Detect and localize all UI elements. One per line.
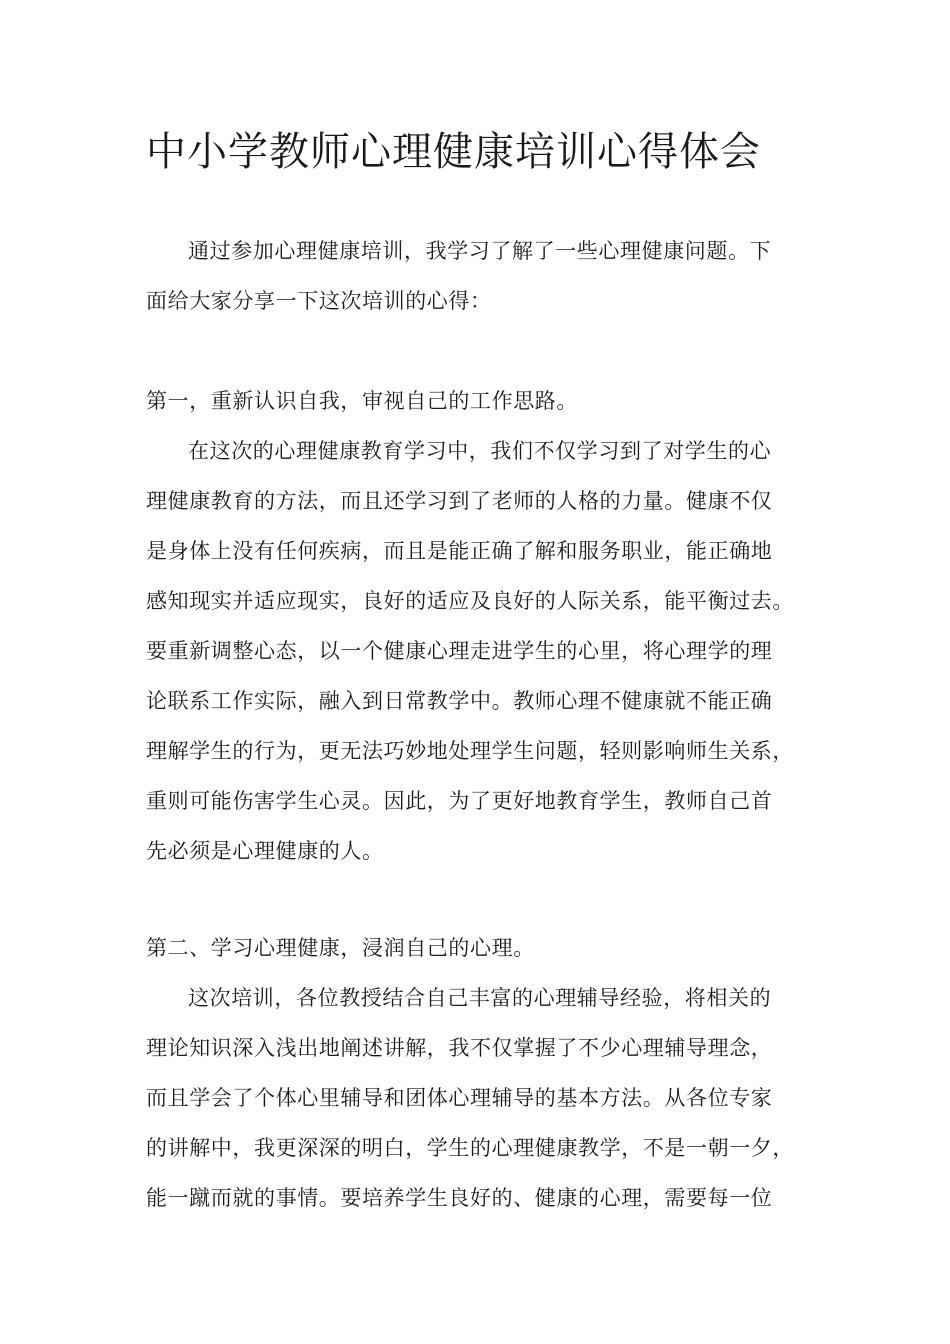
section-heading: 第二、学习心理健康，浸润自己的心理。: [146, 936, 535, 960]
intro-line: 面给大家分享一下这次培训的心得：: [146, 289, 492, 313]
paragraph-line: 能一蹴而就的事情。要培养学生良好的、健康的心理，需要每一位: [146, 1186, 773, 1210]
document-title: 中小学教师心理健康培训心得体会: [146, 129, 761, 175]
paragraph-line: 的讲解中，我更深深的明白，学生的心理健康教学，不是一朝一夕，: [146, 1136, 794, 1160]
paragraph-line: 论联系工作实际，融入到日常教学中。教师心理不健康就不能正确: [146, 689, 773, 713]
paragraph-line: 重则可能伤害学生心灵。因此，为了更好地教育学生，教师自己首: [146, 789, 773, 813]
paragraph-line: 在这次的心理健康教育学习中，我们不仅学习到了对学生的心: [188, 439, 772, 463]
paragraph-line: 理健康教育的方法，而且还学习到了老师的人格的力量。健康不仅: [146, 489, 773, 513]
paragraph-line: 感知现实并适应现实，良好的适应及良好的人际关系，能平衡过去。: [146, 589, 794, 613]
section-heading: 第一，重新认识自我，审视自己的工作思路。: [146, 389, 578, 413]
paragraph-line: 先必须是心理健康的人。: [146, 839, 384, 863]
paragraph-line: 理解学生的行为，更无法巧妙地处理学生问题，轻则影响师生关系，: [146, 739, 794, 763]
paragraph-line: 而且学会了个体心里辅导和团体心理辅导的基本方法。从各位专家: [146, 1086, 773, 1110]
paragraph-line: 这次培训，各位教授结合自己丰富的心理辅导经验，将相关的: [188, 986, 772, 1010]
paragraph-line: 要重新调整心态，以一个健康心理走进学生的心里，将心理学的理: [146, 639, 773, 663]
intro-line: 通过参加心理健康培训，我学习了解了一些心理健康问题。下: [188, 239, 772, 263]
paragraph-line: 是身体上没有任何疾病，而且是能正确了解和服务职业，能正确地: [146, 539, 773, 563]
paragraph-line: 理论知识深入浅出地阐述讲解，我不仅掌握了不少心理辅导理念，: [146, 1036, 773, 1060]
